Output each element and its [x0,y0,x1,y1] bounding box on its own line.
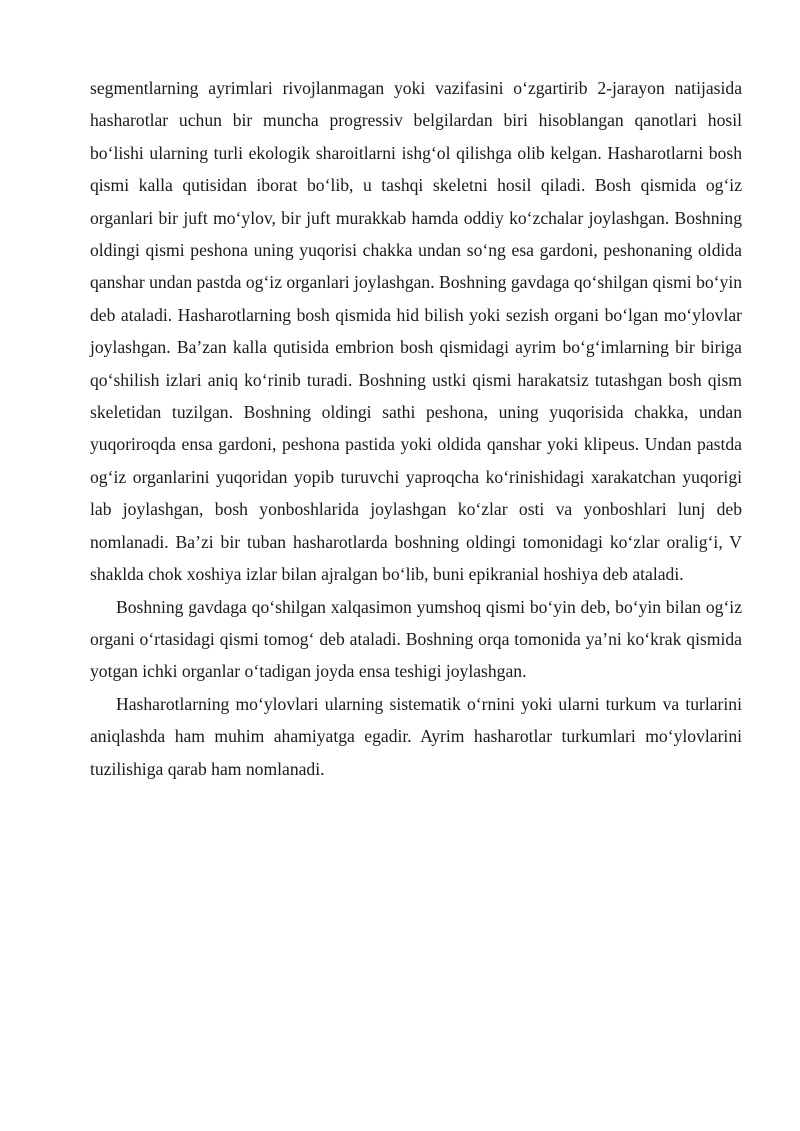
document-page [90,72,742,785]
paragraph-antennae: Hasharotlarning mo‘ylovlari ularning sistematik o‘rnini yoki ularni turkum va turlarini aniqlashda ham muhim ahamiyatga egadir. Ayrim hasharotlar turkumlari mo‘ylovlarini tuzilishiga qarab ham nomlanadi. [90,693,742,779]
paragraph-continued: segmentlarning ayrimlari rivojlanmagan yoki vazifasini o‘zgartirib 2-jarayon natijasida hasharotlar uchun bir muncha progressiv belgilardan biri hisoblangan qanotlari hosil bo‘lishi ularning turli ekologik sharoitlarni ishg‘ol qilishga olib kelgan. Hasharotlarni bosh qismi kalla qutisidan iborat bo‘lib, u tashqi skeletni hosil qiladi. Bosh qismida og‘iz organlari bir juft mo‘ylov, bir juft murakkab hamda oddiy ko‘zchalar joylashgan. Boshning oldingi qismi peshona uning yuqorisi chakka undan so‘ng esa gardoni, peshonaning oldida qanshar undan pastda og‘iz organlari joylashgan. Boshning gavdaga qo‘shilgan qismi bo‘yin deb ataladi. Hasharotlarning bosh qismida hid bilish yoki sezish organi bo‘lgan mo‘ylovlar joylashgan. Ba’zan kalla qutisida embrion bosh qismidagi ayrim bo‘g‘imlarning bir biriga qo‘shilish izlari aniq ko‘rinib turadi. Boshning ustki qismi harakatsiz tutashgan bosh qism skeletidan tuzilgan. Boshning oldingi sathi peshona, uning yuqorisida chakka, undan yuqoriroqda ensa gardoni, peshona pastida yoki oldida qanshar yoki klipeus. Undan pastda og‘iz organlarini yuqoridan yopib turuvchi yaproqcha ko‘rinishidagi xarakatchan yuqorigi lab joylashgan, bosh yonboshlarida joylashgan ko‘zlar osti va yonboshlari lunj deb nomlanadi. Ba’zi bir tuban hasharotlarda boshning oldingi tomonidagi ko‘zlar oralig‘i, V shaklda chok xoshiya izlar bilan ajralgan bo‘lib, buni epikranial hoshiya deb ataladi. [90,78,742,585]
paragraph-neck: Boshning gavdaga qo‘shilgan xalqasimon yumshoq qismi bo‘yin deb, bo‘yin bilan og‘iz organi o‘rtasidagi qismi tomog‘ deb ataladi. Boshning orqa tomonida ya’ni ko‘krak qismida yotgan ichki organlar o‘tadigan joyda ensa teshigi joylashgan. [90,596,742,682]
